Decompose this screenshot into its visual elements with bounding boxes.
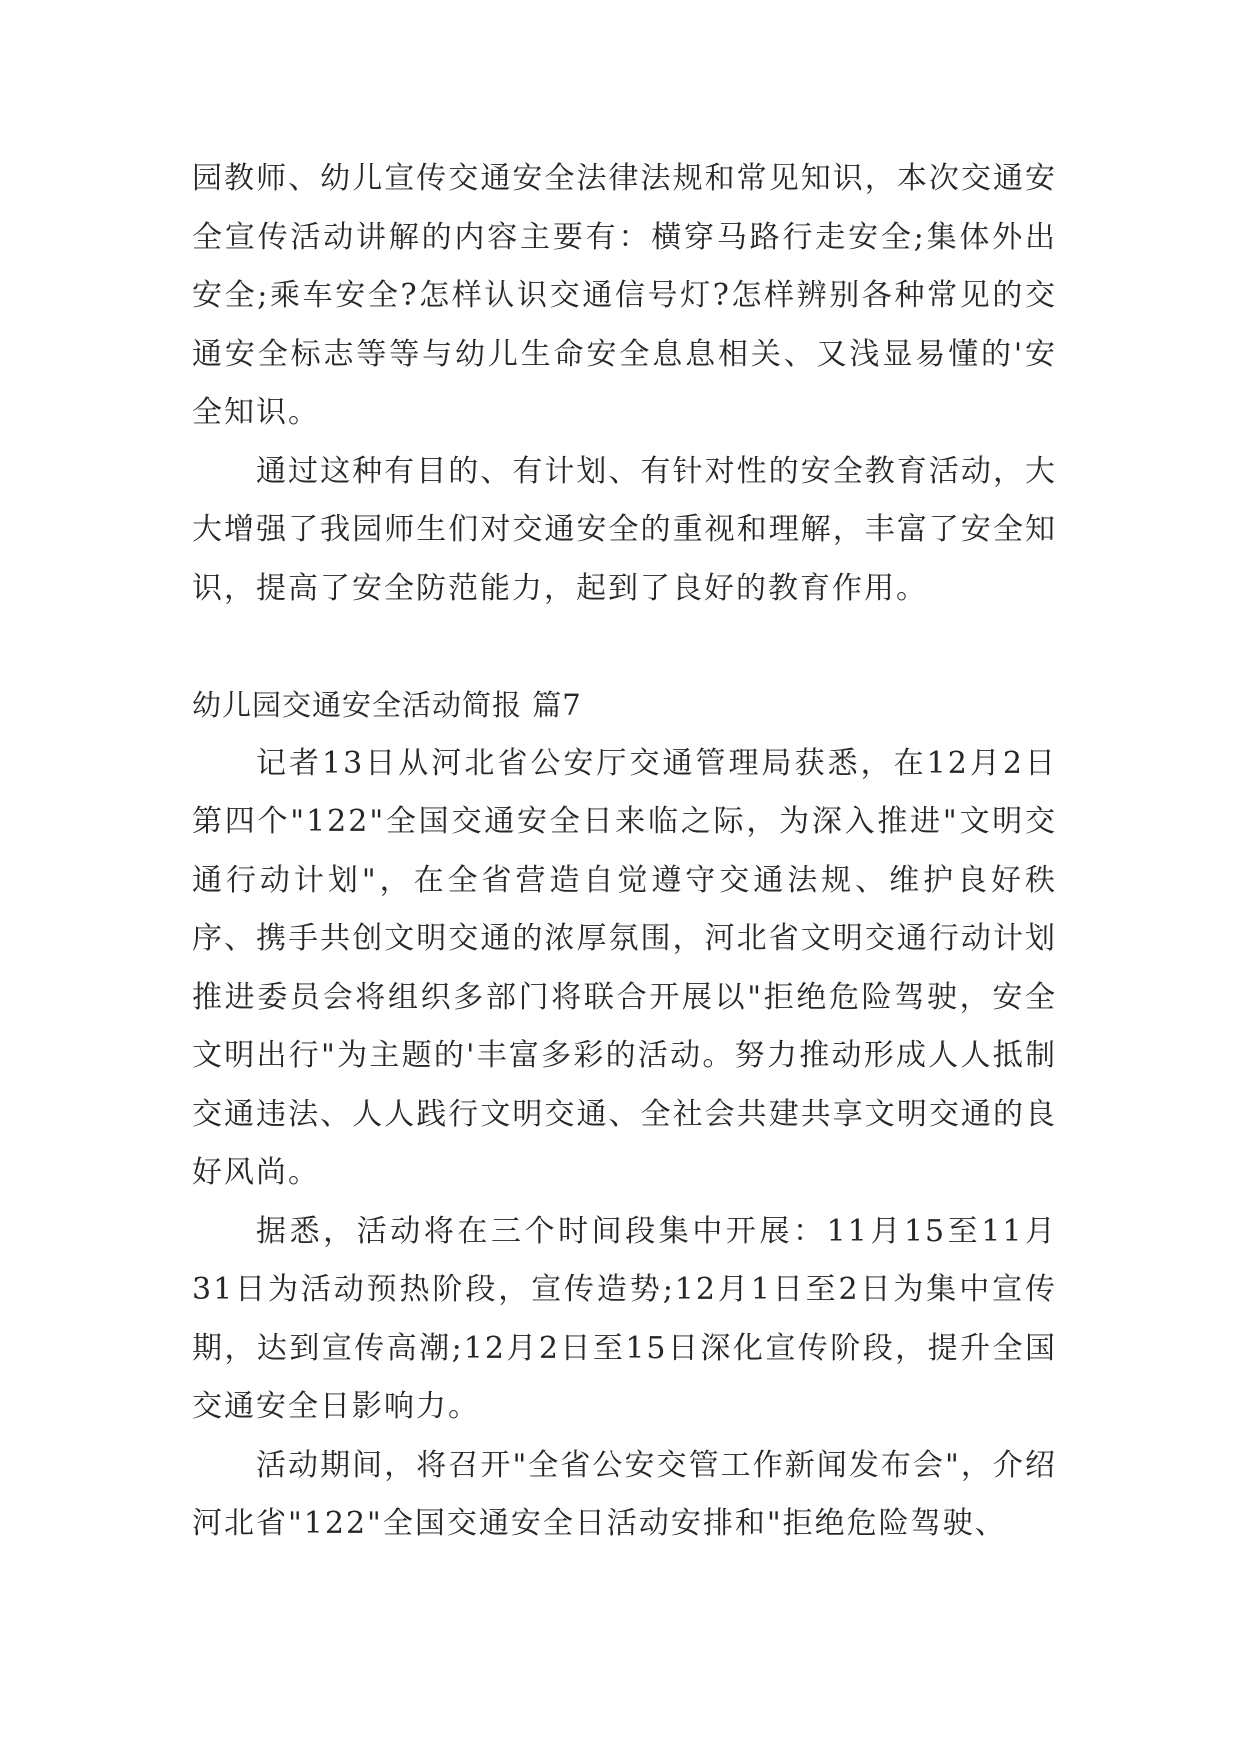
document-body bbox=[192, 150, 1057, 1554]
body-paragraph-summary: 通过这种有目的、有计划、有针对性的安全教育活动，大大增强了我园师生们对交通安全的重视和理解，丰富了安全知识，提高了安全防范能力，起到了良好的教育作用。 bbox=[192, 453, 1057, 606]
body-paragraph-continuation: 园教师、幼儿宣传交通安全法律法规和常见知识，本次交通安全宣传活动讲解的内容主要有：横穿马路行走安全;集体外出安全;乘车安全?怎样认识交通信号灯?怎样辨别各种常见的交通安全标志等等与幼儿生命安全息息相关、又浅显易懂的'安全知识。 bbox=[192, 161, 1057, 430]
section-heading: 幼儿园交通安全活动简报 篇7 bbox=[192, 688, 582, 722]
section-paragraph-news: 记者13日从河北省公安厅交通管理局获悉，在12月2日第四个"122"全国交通安全日来临之际，为深入推进"文明交通行动计划"，在全省营造自觉遵守交通法规、维护良好秩序、携手共创文明交通的浓厚氛围，河北省文明交通行动计划推进委员会将组织多部门将联合开展以"拒绝危险驾驶，安全文明出行"为主题的'丰富多彩的活动。努力推动形成人人抵制交通违法、人人践行文明交通、全社会共建共享文明交通的良好风尚。 bbox=[192, 745, 1057, 1190]
section-paragraph-timeline: 据悉，活动将在三个时间段集中开展：11月15至11月31日为活动预热阶段，宣传造势;12月1日至2日为集中宣传期，达到宣传高潮;12月2日至15日深化宣传阶段，提升全国交通安全日影响力。 bbox=[192, 1213, 1057, 1424]
section-paragraph-activities: 活动期间，将召开"全省公安交管工作新闻发布会"，介绍河北省"122"全国交通安全日活动安排和"拒绝危险驾驶、 bbox=[192, 1447, 1057, 1541]
